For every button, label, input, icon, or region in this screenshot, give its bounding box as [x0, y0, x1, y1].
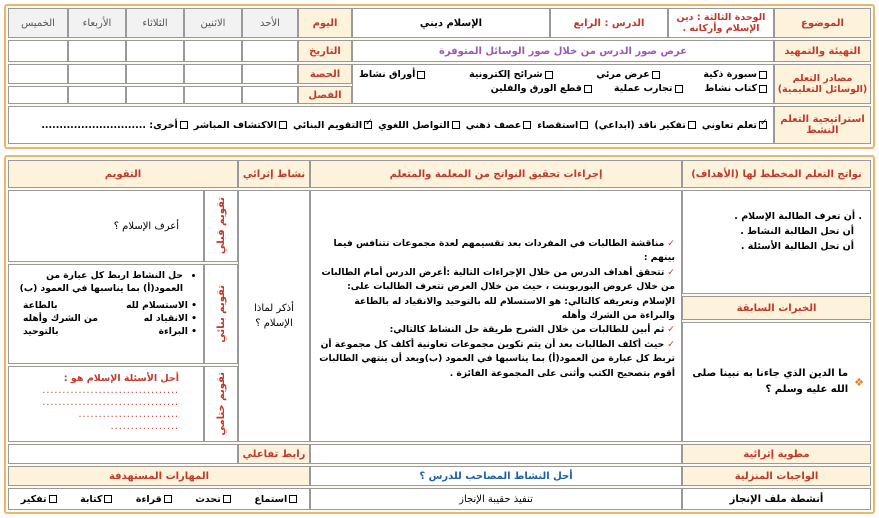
homework-label: الواجبات المنزلية [682, 466, 871, 486]
homework-text: أحل النشاط المصاحب للدرس ؟ [310, 466, 682, 486]
day-wednesday: الأربعاء [68, 8, 126, 38]
check-icon: ✓ [667, 266, 675, 278]
strategy-option[interactable]: أخرى: ............................. [41, 120, 187, 131]
checkbox-icon[interactable] [652, 71, 660, 79]
source-option[interactable]: شرائح إلكترونية [469, 69, 552, 80]
class-label: الفصل [298, 86, 352, 104]
date-tuesday[interactable] [126, 40, 184, 62]
source-option[interactable]: أوراق نشاط [359, 69, 425, 80]
eval-final-text: أحل الأسئلة الإسلام هو : [63, 373, 179, 384]
pair-left: • البراءة [158, 326, 197, 337]
sources-label: مصادر التعلم (الوسائل التعليمية) [774, 64, 871, 104]
outcome-item: أن تحل الطالبة الأسئلة . [740, 241, 854, 252]
portfolio-label: أنشطة ملف الإنجاز [682, 488, 871, 510]
day-sunday: الأحد [242, 8, 298, 38]
lesson-value: الرابع [573, 17, 601, 29]
prior-cell [682, 322, 871, 442]
day-monday: الاثنين [184, 8, 242, 38]
source-option[interactable]: سبورة ذكية [703, 69, 767, 80]
intro-text: عرض صور الدرس من خلال صور الوسائل المتوفرة [352, 40, 774, 62]
checkbox-checked-icon[interactable]: ✓ [365, 118, 373, 128]
strategy-option[interactable]: التواصل اللغوي [378, 120, 460, 131]
eval-pre-cell [8, 190, 204, 262]
checkbox-icon[interactable] [545, 71, 553, 79]
strategy-option[interactable]: عصف ذهني [466, 120, 531, 131]
unit-cell: الوحدة الثالثة : دين الإسلام وأركانه . [668, 8, 774, 38]
dotted-line: .................................. [42, 385, 179, 396]
evaluation-header: التقويم [8, 160, 238, 188]
outcomes-header: نواتج التعلم المخطط لها (الأهداف) [682, 160, 871, 188]
pair-right: بالطاعة [23, 300, 58, 311]
portfolio-text: تنفيذ حقيبة الإنجاز [310, 488, 682, 510]
sources-options [352, 64, 774, 104]
procedures-header: إجراءات تحقيق النواتج من المعلمة والمتعلم [310, 160, 682, 188]
period-sunday[interactable] [242, 64, 298, 84]
eval-final-label: تقويم ختامي [204, 366, 238, 442]
lesson-cell [550, 8, 668, 38]
checkbox-icon[interactable] [417, 71, 425, 79]
checkbox-icon[interactable] [580, 121, 588, 129]
concept-value[interactable] [310, 444, 682, 464]
skill-option[interactable]: تفكير [21, 494, 57, 505]
eval-pre-text: أعرف الإسلام ؟ [113, 220, 179, 232]
checkbox-icon[interactable] [584, 85, 592, 93]
class-tuesday[interactable] [126, 86, 184, 104]
strategy-option[interactable]: ✓ التقويم البنائي [293, 118, 373, 131]
source-option[interactable]: تجارب عملية [614, 83, 683, 94]
strategy-label: استراتيجية التعلم النشط [774, 106, 871, 144]
procedure-item: ✓مناقشة الطالبات في المفردات بعد تقسيمهم لعدة مجموعات تتنافس فيما بينهم : [333, 238, 675, 264]
checkbox-icon[interactable] [759, 71, 767, 79]
checkbox-icon[interactable] [49, 495, 57, 503]
date-monday[interactable] [184, 40, 242, 62]
outcome-item: . أن تعرف الطالبة الإسلام . [734, 211, 862, 222]
prior-text: ما الدين الذي جاءنا به نبينا صلى الله عليه وسلم ؟ [692, 368, 849, 395]
subject-label: الموضوع [774, 8, 871, 38]
outcomes-list [682, 190, 871, 294]
lesson-label: الدرس : [604, 17, 645, 29]
checkbox-icon[interactable] [164, 495, 172, 503]
eval-build-intro: • حل النشاط اربط كل عبارة من العمود(أ) بما يناسبها في العمود (ب) [15, 269, 183, 295]
date-thursday[interactable] [8, 40, 68, 62]
activity-text: أذكر لماذا الإسلام ؟ [254, 303, 294, 329]
period-label: الحصة [298, 64, 352, 84]
day-thursday: الخميس [8, 8, 68, 38]
source-option[interactable]: عرض مرئي [596, 69, 659, 80]
concept-label: مطوية إثرائية [682, 444, 871, 464]
strategy-options [8, 106, 774, 144]
source-option[interactable]: قطع الورق والفلين [491, 83, 592, 94]
class-thursday[interactable] [8, 86, 68, 104]
strategy-option[interactable]: استقصاء [537, 120, 588, 131]
period-tuesday[interactable] [126, 64, 184, 84]
skills-label: المهارات المستهدفة [8, 466, 310, 486]
class-sunday[interactable] [242, 86, 298, 104]
eval-final-cell [8, 366, 204, 442]
dotted-line: .................................. [42, 397, 179, 408]
link-label: رابط تفاعلي [238, 444, 310, 464]
skill-option[interactable]: استماع [254, 494, 297, 505]
date-wednesday[interactable] [68, 40, 126, 62]
class-monday[interactable] [184, 86, 242, 104]
prior-header: الخبرات السابقة [682, 296, 871, 320]
intro-label: التهيئة والتمهيد [774, 40, 871, 62]
checkbox-checked-icon[interactable]: ✓ [760, 118, 768, 128]
checkbox-icon[interactable] [452, 121, 460, 129]
procedure-item: ✓ثم أبين للطالبات من خلال الشرح طريقة حل النشاط كالتالي: [389, 324, 675, 336]
link-value[interactable] [8, 444, 238, 464]
procedure-item: ✓حيث أكلف الطالبات بعد أن يتم تكوين مجموعات تعاونية أكلف كل مجموعة أن تربط كل عبارة من العمود(أ) بما يناسبها في العمود (ب)وبعد أن ينتهي الطالبات أقوم بتصحيح الكتب وأثنى على المجموعة الفائزة . [319, 338, 675, 379]
pair-left: • الانقياد له [143, 313, 197, 324]
procedure-item: ✓تتحقق أهداف الدرس من خلال الإجراءات التالية :أعرض الدرس أمام الطالبات من خلال عروض البوربوينت ، حيث من خلال العرض تتعرف الطالبات على: الإسلام وتعريفه كالتالي: هو الاستسلام لله بالتوحيد والانقياد له بالطاعة والبراءة من الشرك وأهله [321, 266, 675, 322]
checkbox-icon[interactable] [759, 85, 767, 93]
strategy-option[interactable]: ✓ تعلم تعاوني [701, 118, 768, 131]
checkbox-icon[interactable] [180, 121, 188, 129]
class-wednesday[interactable] [68, 86, 126, 104]
pair-right: بالتوحيد [23, 326, 59, 337]
strategy-option[interactable]: تفكير ناقد (ابداعي) [594, 120, 696, 131]
checkbox-icon[interactable] [523, 121, 531, 129]
checkbox-icon[interactable] [104, 495, 112, 503]
eval-build-cell [8, 264, 204, 364]
outcome-item: أن تحل الطالبة النشاط . [740, 226, 854, 237]
skill-option[interactable]: تحدث [195, 494, 230, 505]
date-label: التاريخ [298, 40, 352, 62]
checkbox-icon[interactable] [223, 495, 231, 503]
check-icon: ✓ [667, 324, 675, 336]
eval-pre-label: تقويم قبلي [204, 190, 238, 262]
checkbox-icon[interactable] [279, 121, 287, 129]
period-monday[interactable] [184, 64, 242, 84]
activity-header: نشاط إثرائي [238, 160, 310, 188]
date-sunday[interactable] [242, 40, 298, 62]
skills-options [8, 488, 310, 510]
pair-left: • الاستسلام لله [126, 300, 197, 311]
checkbox-icon[interactable] [688, 121, 696, 129]
source-option[interactable]: كتاب نشاط [705, 83, 768, 94]
skill-option[interactable]: قراءة [136, 494, 172, 505]
period-thursday[interactable] [8, 64, 68, 84]
day-tuesday: الثلاثاء [126, 8, 184, 38]
bullet-diamond-icon: ❖ [854, 375, 864, 389]
skill-option[interactable]: كتابة [80, 494, 112, 505]
activity-cell [238, 190, 310, 442]
dotted-line: ......................... [78, 409, 179, 420]
dotted-line: ................. [110, 421, 179, 432]
period-wednesday[interactable] [68, 64, 126, 84]
day-label: اليوم [298, 8, 352, 38]
eval-build-label: تقويم بنائي [204, 264, 238, 364]
pair-right: من الشرك وأهله [23, 313, 98, 324]
lesson-title: الإسلام ديني [352, 8, 550, 38]
check-icon: ✓ [667, 338, 675, 350]
checkbox-icon[interactable] [289, 495, 297, 503]
strategy-option[interactable]: الاكتشاف المباشر [194, 120, 287, 131]
checkbox-icon[interactable] [675, 85, 683, 93]
check-icon: ✓ [667, 238, 675, 249]
procedures-list [310, 190, 682, 442]
